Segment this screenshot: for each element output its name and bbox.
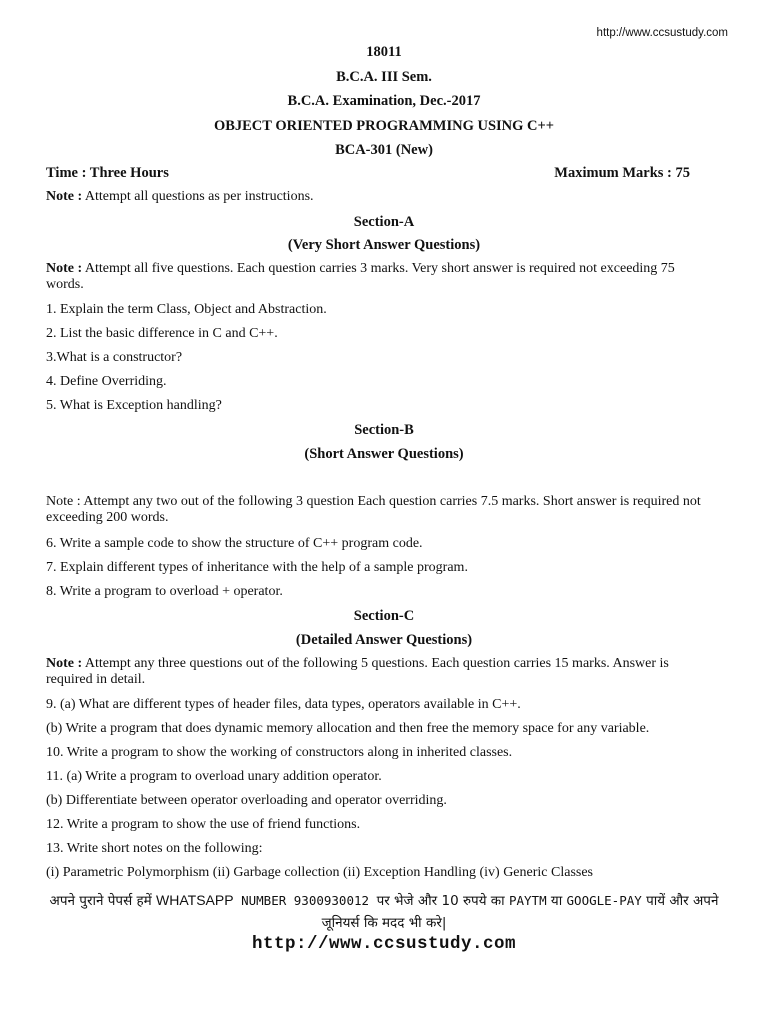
promo-whatsapp: WHATSAPP [156,892,234,908]
promo-google-pay: GOOGLE-PAY [566,893,642,908]
exam-name: B.C.A. Examination, Dec.-2017 [287,93,481,109]
note-text: Attempt all questions as per instructions. [82,189,314,204]
footer-url[interactable]: http://www.ccsustudy.com [251,934,517,954]
question-3: 3.What is a constructor? [46,350,183,365]
section-c-note [46,656,686,688]
question-1: 1. Explain the term Class, Object and Abstraction. [46,302,327,317]
promo-paytm: PAYTM [508,893,547,908]
question-7: 7. Explain different types of inheritance with the help of a sample program. [46,560,468,575]
question-5: 5. What is Exception handling? [46,398,222,413]
section-b-note: Note : Attempt any two out of the following 3 question Each question carries 7.5 marks. Short answer is required not exceeding 200 words. [46,494,701,525]
general-note [46,189,726,205]
question-6: 6. Write a sample code to show the structure of C++ program code. [46,536,423,551]
paper-number: BCA-301 (New) [335,142,433,158]
question-9a: 9. (a) What are different types of header files, data types, operators available in C++. [46,697,521,712]
course-name: B.C.A. III Sem. [336,69,432,85]
question-11b: (b) Differentiate between operator overloading and operator overriding. [46,793,447,808]
promo-hindi-1: अपने पुराने पेपर्स हमें [49,893,157,909]
note-text: Attempt any three questions out of the following 5 questions. Each question carries 15 marks. Answer is required in detail. [46,656,669,687]
question-13: 13. Write short notes on the following: [46,841,263,856]
max-marks-label: Maximum Marks : 75 [554,165,690,181]
top-url[interactable]: http://www.ccsustudy.com [596,27,728,39]
question-13-topics: (i) Parametric Polymorphism (ii) Garbage collection (ii) Exception Handling (iv) Generic Classes [46,865,594,880]
promo-hindi-4: पायें और अपने जूनियर्स कि मदद भी करे| [321,893,719,931]
subject-title: OBJECT ORIENTED PROGRAMMING USING C++ [213,118,555,134]
promo-text [46,889,722,934]
promo-hindi-2: पर भेजे और 10 रुपये का [376,893,509,909]
section-c-subtitle: (Detailed Answer Questions) [295,632,473,648]
section-a-subtitle: (Very Short Answer Questions) [287,237,481,253]
question-9b: (b) Write a program that does dynamic memory allocation and then free the memory space for any variable. [46,721,650,736]
question-12: 12. Write a program to show the use of friend functions. [46,817,361,832]
section-a-title: Section-A [353,214,415,230]
section-b-subtitle: (Short Answer Questions) [304,446,464,462]
question-4: 4. Define Overriding. [46,374,167,389]
promo-hindi-3: या [546,893,567,909]
note-label: Note : [46,261,83,276]
note-text: Attempt all five questions. Each question carries 3 marks. Very short answer is required not exceeding 75 words. [46,261,675,292]
question-10: 10. Write a program to show the working of constructors along in inherited classes. [46,745,513,760]
section-c-title: Section-C [353,608,415,624]
question-8: 8. Write a program to overload + operator. [46,584,283,599]
time-label: Time : Three Hours [46,165,169,181]
note-label: Note : [46,656,83,671]
question-2: 2. List the basic difference in C and C++. [46,326,278,341]
promo-number: NUMBER 9300930012 [233,893,377,908]
paper-code: 18011 [366,44,402,60]
note-label: Note : [46,189,83,204]
section-a-note [46,261,676,293]
question-11a: 11. (a) Write a program to overload unary addition operator. [46,769,382,784]
section-b-title: Section-B [354,422,414,438]
